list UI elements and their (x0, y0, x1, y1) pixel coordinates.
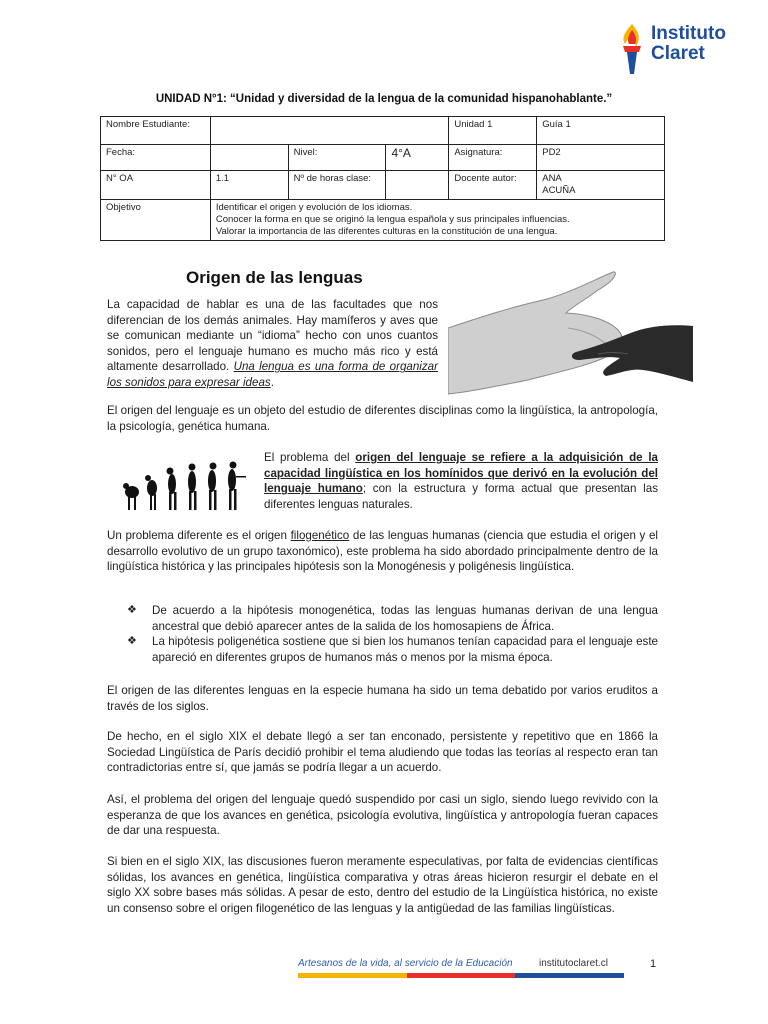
teacher-value-line1: ANA (542, 173, 562, 184)
oa-label: N° OA (101, 171, 211, 200)
list-item (127, 603, 658, 634)
subject-value: PD2 (537, 145, 665, 171)
paragraph-suspended: Así, el problema del origen del lenguaje quedó suspendido por casi un siglo, siendo luego revivido con la esperanza de que los avances en genética, psicología evolutiva, lingüística y antropología fueran capaces de dar una respuesta. (107, 793, 658, 838)
footer-bar-yellow (298, 973, 407, 978)
paragraph-phylogenetic-start: Un problema diferente es el origen (107, 529, 291, 542)
list-item (127, 634, 658, 665)
objective-line: Valorar la importancia de las diferentes culturas en la constitución de una lengua. (215, 226, 558, 237)
unit-label: Unidad 1 (449, 117, 537, 145)
paragraph-disciplines: El origen del lenguaje es un objeto del estudio de diferentes disciplinas como la lingüística, la antropología, la psicología, genética humana. (107, 404, 658, 433)
paragraph-xix-century: Si bien en el siglo XIX, las discusiones fueron meramente especulativas, por falta de evidencias científicas sólidas, los avances en genética, lingüística comparativa y otras áreas hicieron resurgir el debate en el siglo XX sobre bases más sólidas. A pesar de esto, dentro del estudio de la Lingüística histórica, no existe un consenso sobre el origen filogenético de las lenguas y la antigüedad de las familias lingüísticas. (107, 855, 658, 915)
table-row (101, 200, 665, 241)
paragraph-origin-start: El problema del (264, 451, 356, 464)
list-item-text: De acuerdo a la hipótesis monogenética, todas las lenguas humanas derivan de una lengua ancestral que debió aparecer antes de la salida de los homosapiens de África. (152, 604, 658, 633)
oa-value: 1.1 (210, 171, 288, 200)
objective-label: Objetivo (101, 200, 211, 241)
paragraph-intro-text: La capacidad de hablar es una de las facultades que nos diferencian de los demás animales. Hay mamíferos y aves que se comunican mediante un “idioma” hecho con unos cuantos sonidos, pero el lenguaje humano es mucho más rico y está altamente desarrollado. (107, 298, 438, 374)
level-value: 4°A (386, 145, 449, 171)
paragraph-phylogenetic-end: de las lenguas humanas (ciencia que estudia el origen y el desarrollo evolutivo de un grupo taxonómico), este problema ha sido abordado principalmente dentro de la lingüística histórica y las principales hipótesis son la Monogénesis y poligénesis lingüística. (107, 529, 658, 574)
hands-photo (448, 268, 693, 396)
hypothesis-list (127, 603, 658, 665)
table-row (101, 117, 665, 145)
footer-bar-red (407, 973, 516, 978)
paragraph-intro (107, 297, 438, 391)
info-table (100, 116, 665, 241)
paragraph-intro-end: . (270, 375, 274, 389)
objective-line: Conocer la forma en que se originó la lengua española y sus principales influencias. (215, 214, 570, 225)
torch-icon (615, 22, 649, 78)
paragraph-origin-end: ; con la estructura y forma actual que presentan las diferentes lenguas naturales. (264, 482, 659, 511)
list-item-text: La hipótesis poligenética sostiene que si bien los humanos tenían capacidad para el lenguaje este apareció en diferentes grupos de humanos más o menos por la misma época. (152, 635, 658, 664)
page-number: 1 (650, 958, 657, 970)
date-field[interactable] (210, 145, 288, 171)
origin-definition: origen del lenguaje se refiere a la adquisición de la capacidad lingüística en los homínidos que derivó en la evolución del lenguaje humano (264, 451, 658, 496)
paragraph-origin-problem (264, 450, 658, 512)
level-label: Nivel: (288, 145, 386, 171)
paragraph-phylogenetic (107, 528, 658, 575)
footer-color-bar (298, 973, 624, 978)
teacher-value-line2: ACUÑA (542, 185, 576, 196)
objective-value (210, 200, 664, 241)
paragraph-debate: El origen de las diferentes lenguas en la especie humana ha sido un tema debatido por varios eruditos a través de los siglos. (107, 684, 658, 713)
institute-logo (615, 22, 755, 78)
student-label: Nombre Estudiante: (101, 117, 211, 145)
footer-url[interactable]: institutoclaret.cl (539, 958, 608, 969)
paragraph-paris: De hecho, en el siglo XIX el debate llegó a ser tan enconado, persistente y repetitivo que en 1866 la Sociedad Lingüística de París decidió prohibir el tema aludiendo que todas las teorías al respecto eran tan contradictorias entre sí, que jamás se podría llegar a un acuerdo. (107, 730, 658, 775)
guide-label: Guía 1 (537, 117, 665, 145)
date-label: Fecha: (101, 145, 211, 171)
logo-text-line1: Instituto (651, 23, 726, 44)
diamond-bullet-icon: ❖ (127, 604, 137, 616)
footer-bar-blue (515, 973, 624, 978)
table-row (101, 171, 665, 200)
diamond-bullet-icon: ❖ (127, 635, 137, 648)
unit-title: UNIDAD N°1: “Unidad y diversidad de la lengua de la comunidad hispanohablante.” (155, 93, 613, 105)
teacher-value (537, 171, 665, 200)
subject-label: Asignatura: (449, 145, 537, 171)
hours-field[interactable] (386, 171, 449, 200)
phylogenetic-term: filogenético (290, 529, 350, 542)
table-row (101, 145, 665, 171)
definition-emphasis: Una lengua es una forma de organizar los sonidos para expresar ideas (107, 360, 438, 389)
student-field[interactable] (210, 117, 449, 145)
section-title: Origen de las lenguas (186, 268, 363, 287)
logo-text-line2: Claret (651, 43, 705, 64)
footer-motto: Artesanos de la vida, al servicio de la Educación (298, 958, 513, 969)
teacher-label: Docente autor: (449, 171, 537, 200)
evolution-silhouettes (120, 458, 250, 514)
objective-line: Identificar el origen y evolución de los idiomas. (215, 202, 413, 213)
hours-label: Nº de horas clase: (288, 171, 386, 200)
